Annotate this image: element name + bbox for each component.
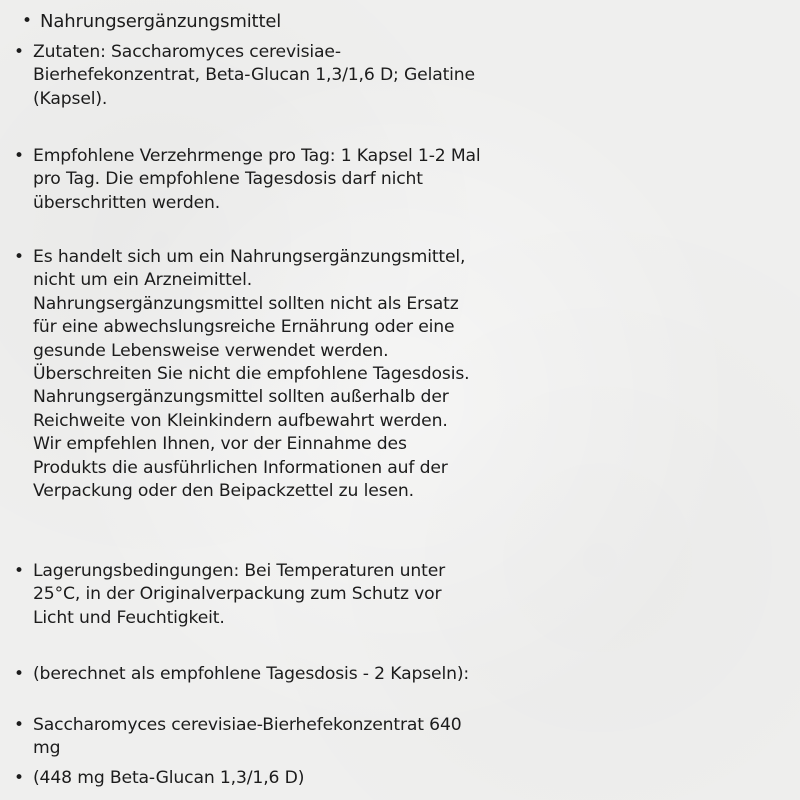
bullet-icon: • <box>14 42 24 62</box>
warnings-item <box>14 246 534 503</box>
bullet-icon: • <box>14 561 24 581</box>
ingredients-item <box>14 41 534 111</box>
bullet-icon: • <box>14 715 24 735</box>
beta-glucan-item <box>14 767 534 790</box>
daily-dose-note-text: (berechnet als empfohlene Tagesdosis - 2 Kapseln): <box>33 664 470 684</box>
storage-item <box>14 560 534 630</box>
beta-glucan-text: (448 mg Beta-Glucan 1,3/1,6 D) <box>33 768 305 788</box>
bullet-icon: • <box>14 247 24 267</box>
title-item <box>22 10 542 33</box>
yeast-concentrate-text: Saccharomyces cerevisiae-Bierhefekonzentrat 640 mg <box>33 715 462 759</box>
dosage-item <box>14 145 534 215</box>
bullet-icon: • <box>14 146 24 166</box>
document-title: Nahrungsergänzungsmittel <box>40 11 282 32</box>
daily-dose-note-item <box>14 663 534 686</box>
bullet-icon: • <box>22 11 32 31</box>
bullet-icon: • <box>14 768 24 788</box>
dosage-text: Empfohlene Verzehrmenge pro Tag: 1 Kapsel 1-2 Mal pro Tag. Die empfohlene Tagesdosis darf nicht überschritten werden. <box>33 146 481 213</box>
yeast-concentrate-item <box>14 714 534 761</box>
storage-text: Lagerungsbedingungen: Bei Temperaturen unter 25°C, in der Originalverpackung zum Schutz vor Licht und Feuchtigkeit. <box>33 561 446 628</box>
warnings-text: Es handelt sich um ein Nahrungsergänzungsmittel, nicht um ein Arzneimittel. Nahrungsergänzungsmittel sollten nicht als Ersatz für eine abwechslungsreiche Ernährung oder eine gesunde Lebensweise verwendet werden. Überschreiten Sie nicht die empfohlene Tagesdosis. Nahrungsergänzungsmittel sollten außerhalb der Reichweite von Kleinkindern aufbewahrt werden. Wir empfehlen Ihnen, vor der Einnahme des Produkts die ausführlichen Informationen auf der Verpackung oder den Beipackzettel zu lesen. <box>33 247 470 502</box>
ingredients-text: Zutaten: Saccharomyces cerevisiae- Bierhefekonzentrat, Beta-Glucan 1,3/1,6 D; Gelatine (Kapsel). <box>33 42 475 109</box>
bullet-icon: • <box>14 664 24 684</box>
